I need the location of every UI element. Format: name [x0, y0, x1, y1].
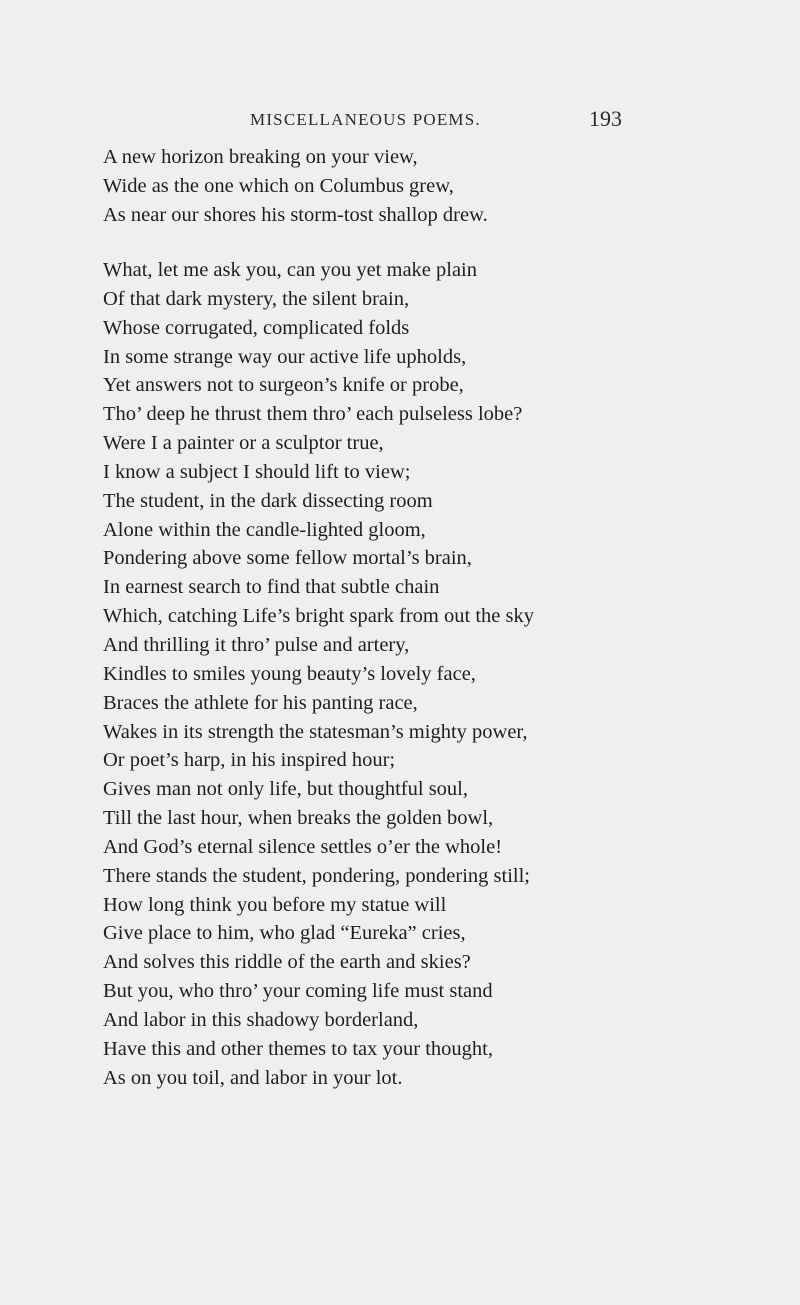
poem-line: And solves this riddle of the earth and skies? [103, 951, 471, 974]
poem-line: Braces the athlete for his panting race, [103, 691, 418, 714]
poem-line: How long think you before my statue will [103, 893, 447, 916]
poem-line: Of that dark mystery, the silent brain, [103, 287, 410, 310]
poem-line: Give place to him, who glad “Eureka” cries, [103, 922, 466, 945]
stanza-2 [103, 256, 534, 1092]
poem-line: In earnest search to find that subtle chain [103, 576, 440, 599]
poem-line: Tho’ deep he thrust them thro’ each pulseless lobe? [103, 403, 523, 426]
poem-line: In some strange way our active life upholds, [103, 345, 467, 368]
poem-line: There stands the student, pondering, pondering still; [103, 864, 531, 887]
poem-line: Were I a painter or a sculptor true, [103, 432, 384, 455]
poem-line: And God’s eternal silence settles o’er the whole! [103, 835, 503, 858]
stanza-1 [103, 143, 488, 230]
poem-line: Wakes in its strength the statesman’s mighty power, [103, 720, 528, 743]
poem-line: Till the last hour, when breaks the golden bowl, [103, 807, 494, 830]
poem-line: Alone within the candle-lighted gloom, [103, 518, 426, 541]
running-head: MISCELLANEOUS POEMS. [250, 110, 481, 129]
poem-line: And labor in this shadowy borderland, [103, 1008, 419, 1031]
poem-line: The student, in the dark dissecting room [103, 489, 433, 512]
poem-line: Wide as the one which on Columbus grew, [103, 174, 454, 197]
poem-line: But you, who thro’ your coming life must stand [103, 980, 493, 1003]
page-number: 193 [589, 106, 622, 131]
poem-line: I know a subject I should lift to view; [103, 460, 411, 483]
poem-line: As on you toil, and labor in your lot. [103, 1066, 403, 1089]
poem-line: What, let me ask you, can you yet make plain [103, 259, 478, 281]
poem-line: Or poet’s harp, in his inspired hour; [103, 749, 396, 772]
poem-line: Gives man not only life, but thoughtful soul, [103, 778, 468, 801]
poem-line: A new horizon breaking on your view, [103, 146, 418, 168]
poem-line: Kindles to smiles young beauty’s lovely face, [103, 662, 476, 685]
poem-line: As near our shores his storm-tost shallop drew. [103, 203, 488, 226]
poem-line: Yet answers not to surgeon’s knife or probe, [103, 374, 464, 397]
poem-line: Have this and other themes to tax your thought, [103, 1037, 493, 1060]
poem-line: Whose corrugated, complicated folds [103, 316, 410, 339]
poem-line: And thrilling it thro’ pulse and artery, [103, 633, 410, 656]
poem-line: Pondering above some fellow mortal’s brain, [103, 547, 472, 570]
poem-line: Which, catching Life’s bright spark from out the sky [103, 605, 534, 628]
